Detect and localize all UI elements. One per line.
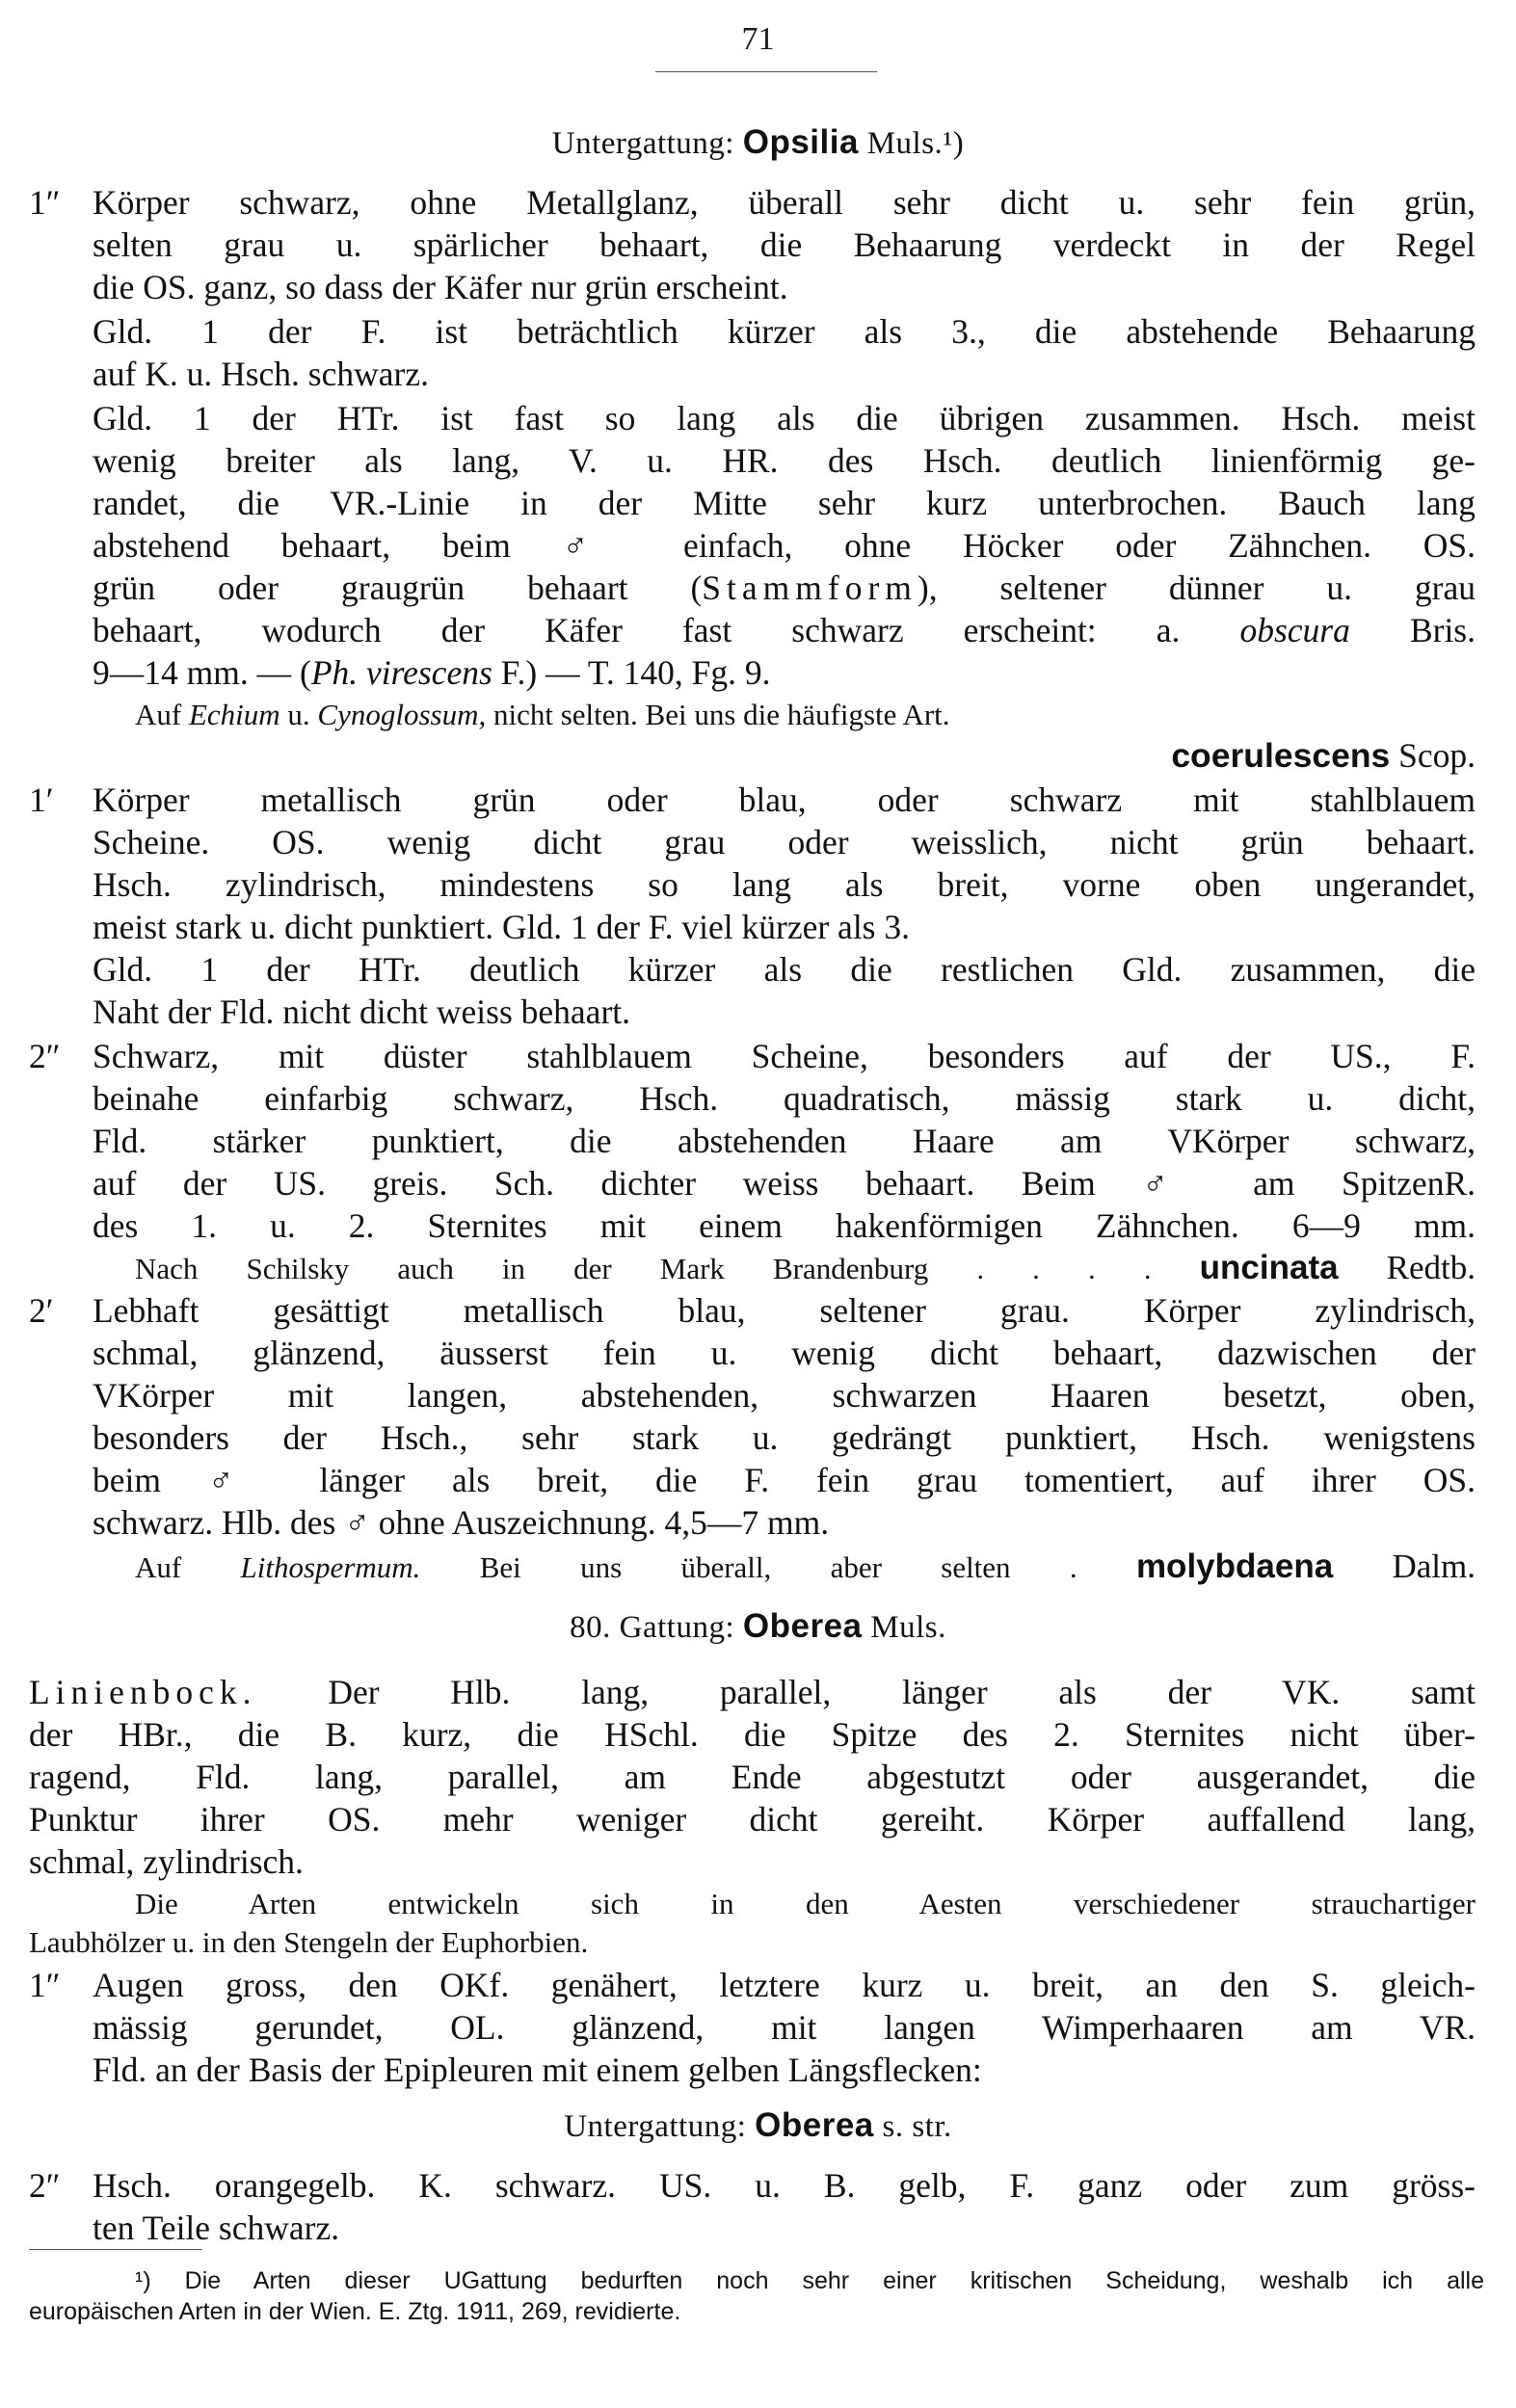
subgenus-heading-opsilia: Untergattung: Opsilia Muls.¹) (551, 123, 965, 161)
species-entry: Auf Lithospermum. Bei uns überall, aber selten . molybdaena Dalm. (135, 1548, 1476, 1585)
text-line: randet, die VR.-Linie in der Mitte sehr kurz unterbrochen. Bauch lang (93, 484, 1476, 522)
footnote-line: europäischen Arten in der Wien. E. Ztg. 1911, 269, revidierte. (29, 2298, 681, 2325)
variety-name: obscura (1239, 611, 1350, 649)
text-line: Körper metallisch grün oder blau, oder schwarz mit stahlblauem (93, 781, 1476, 819)
text-line: die OS. ganz, so dass der Käfer nur grün erscheint. (93, 268, 788, 306)
couplet-number: 2″ (29, 2166, 61, 2205)
header-rule (655, 71, 877, 72)
text-line: Augen gross, den OKf. genähert, letztere kurz u. breit, an den S. gleich- (93, 1966, 1476, 2004)
text-line: meist stark u. dicht punktiert. Gld. 1 der F. viel kürzer als 3. (93, 908, 910, 946)
text-line: VKörper mit langen, abstehenden, schwarzen Haaren besetzt, oben, (93, 1376, 1476, 1415)
text-line: Gld. 1 der HTr. ist fast so lang als die übrigen zusammen. Hsch. meist (93, 399, 1476, 437)
text-line: Punktur ihrer OS. mehr weniger dicht gereiht. Körper auffallend lang, (29, 1800, 1476, 1839)
text-line: grün oder graugrün behaart (Stammform), seltener dünner u. grau (93, 569, 1476, 607)
text-line: beinahe einfarbig schwarz, Hsch. quadratisch, mässig stark u. dicht, (93, 1079, 1476, 1118)
text-line: ragend, Fld. lang, parallel, am Ende abgestutzt oder ausgerandet, die (29, 1758, 1476, 1796)
text-line: Fld. an der Basis der Epipleuren mit einem gelben Längsflecken: (93, 2051, 982, 2089)
text-line: besonders der Hsch., sehr stark u. gedrängt punktiert, Hsch. wenigstens (93, 1418, 1476, 1457)
text-line: schwarz. Hlb. des ♂ ohne Auszeichnung. 4,5—7 mm. (93, 1503, 830, 1542)
text-line: auf der US. greis. Sch. dichter weiss behaart. Beim ♂ am SpitzenR. (93, 1164, 1476, 1203)
text-line: Scheine. OS. wenig dicht grau oder weisslich, nicht grün behaart. (93, 823, 1476, 861)
text-line: 9—14 mm. — (Ph. virescens F.) — T. 140, Fg. 9. (93, 653, 771, 692)
text-line: ten Teile schwarz. (93, 2209, 340, 2247)
species-entry: coerulescens Scop. (1171, 736, 1476, 775)
text-line: abstehend behaart, beim ♂ einfach, ohne Höcker oder Zähnchen. OS. (93, 526, 1476, 565)
couplet-number: 1″ (29, 183, 61, 222)
text-line: Auf Echium u. Cynoglossum, nicht selten. Bei uns die häufigste Art. (135, 698, 950, 731)
text-line: behaart, wodurch der Käfer fast schwarz erscheint: a. obscura Bris. (93, 611, 1476, 649)
couplet-number: 1′ (29, 781, 54, 819)
footnote-rule (29, 2249, 202, 2250)
text-line: Linienbock. Der Hlb. lang, parallel, länger als der VK. samt (29, 1673, 1476, 1711)
text-line: Hsch. orangegelb. K. schwarz. US. u. B. gelb, F. ganz oder zum gröss- (93, 2166, 1476, 2205)
text-line: Hsch. zylindrisch, mindestens so lang als breit, vorne oben ungerandet, (93, 865, 1476, 904)
species-name: coerulescens (1171, 736, 1391, 775)
text-line: mässig gerundet, OL. glänzend, mit langen Wimperhaaren am VR. (93, 2008, 1476, 2047)
text-line: Schwarz, mit düster stahlblauem Scheine, besonders auf der US., F. (93, 1037, 1476, 1075)
text-line: Fld. stärker punktiert, die abstehenden Haare am VKörper schwarz, (93, 1122, 1476, 1160)
couplet-number: 2″ (29, 1037, 61, 1075)
text-line: auf K. u. Hsch. schwarz. (93, 355, 429, 393)
text-line: Die Arten entwickeln sich in den Aesten verschiedener strauchartiger (135, 1887, 1476, 1920)
subgenus-heading-oberea: Untergattung: Oberea s. str. (564, 2106, 952, 2144)
text-line: des 1. u. 2. Sternites mit einem hakenförmigen Zähnchen. 6—9 mm. (93, 1206, 1476, 1245)
text-line: schmal, glänzend, äusserst fein u. wenig dicht behaart, dazwischen der (93, 1334, 1476, 1372)
couplet-number: 2′ (29, 1291, 54, 1330)
text-line: schmal, zylindrisch. (29, 1842, 304, 1881)
species-name: uncinata (1199, 1249, 1339, 1286)
genus-heading: 80. Gattung: Oberea Muls. (570, 1607, 946, 1645)
page-number: 71 (741, 21, 775, 57)
text-line: Laubhölzer u. in den Stengeln der Euphorbien. (29, 1925, 589, 1959)
text-line: Gld. 1 der F. ist beträchtlich kürzer als 3., die abstehende Behaarung (93, 312, 1476, 351)
couplet-number: 1″ (29, 1966, 61, 2004)
text-line: Lebhaft gesättigt metallisch blau, seltener grau. Körper zylindrisch, (93, 1291, 1476, 1330)
text-line: selten grau u. spärlicher behaart, die Behaarung verdeckt in der Regel (93, 225, 1476, 264)
footnote-line: ¹) Die Arten dieser UGattung bedurften noch sehr einer kritischen Scheidung, weshalb ich alle (135, 2267, 1484, 2294)
text-line: Körper schwarz, ohne Metallglanz, überall sehr dicht u. sehr fein grün, (93, 183, 1476, 222)
text-line: wenig breiter als lang, V. u. HR. des Hsch. deutlich linienförmig ge- (93, 441, 1476, 480)
text-line: Gld. 1 der HTr. deutlich kürzer als die restlichen Gld. zusammen, die (93, 950, 1476, 989)
text-line: der HBr., die B. kurz, die HSchl. die Spitze des 2. Sternites nicht über- (29, 1715, 1476, 1754)
species-name: molybdaena (1135, 1548, 1334, 1585)
text-line: Naht der Fld. nicht dicht weiss behaart. (93, 992, 630, 1031)
species-entry: Nach Schilsky auch in der Mark Brandenburg . . . . uncinata Redtb. (135, 1249, 1476, 1286)
text-line: beim ♂ länger als breit, die F. fein grau tomentiert, auf ihrer OS. (93, 1461, 1476, 1499)
